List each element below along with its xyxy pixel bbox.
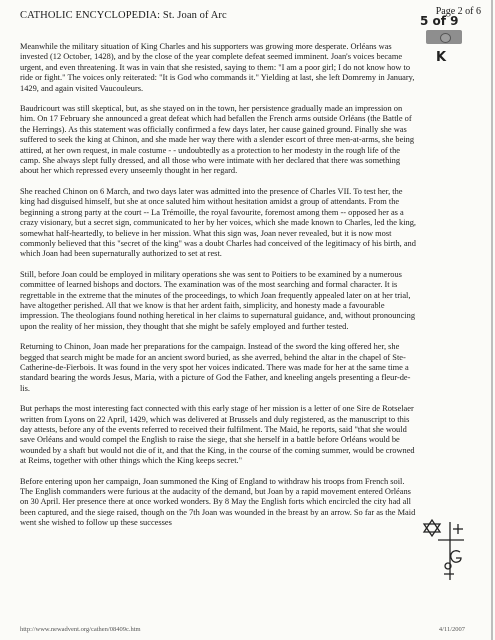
page-header-title: CATHOLIC ENCYCLOPEDIA: St. Joan of Arc — [20, 10, 227, 21]
handwritten-cross-doodle-icon — [420, 518, 470, 588]
page-number: Page 2 of 6 — [435, 6, 481, 17]
article-body — [20, 42, 419, 539]
paragraph-7: Before entering upon her campaign, Joan summoned the King of England to withdraw his troops from French soil. The English commanders were furious at the audacity of the demand, but Joan by a rapid movement entered Orléans on 30 April. Her presence there at once worked wonders. By 8 May the English forts which encircled the city had all been captured, and the siege raised, though on the 7th Joan was wounded in the breast by an arrow. So far as the Maid went she wished to follow up these successes — [20, 476, 416, 528]
paragraph-6: But perhaps the most interesting fact connected with this early stage of her mission is a letter of one Sire de Rotselaer written from Lyons on 22 April, 1429, which was delivered at Brussels and duly registered, as the manuscript to this day attests, before any of the events referred to received their fulfilment. The Maid, he reports, said "that she would save Orléans and would compel the English to raise the siege, that she herself in a battle before Orléans would be wounded by a shaft but would not die of it, and that the King, in the course of the coming summer, would be crowned at Reims, together with other things which the King keeps secret." — [20, 404, 415, 466]
footer-url: http://www.newadvent.org/cathen/08409c.htm — [20, 626, 141, 633]
sticker-label — [426, 30, 462, 44]
paragraph-4: Still, before Joan could be employed in military operations she was sent to Poitiers to be examined by a numerous committee of learned bishops and doctors. The examination was of the most searching and formal character. It is regrettable in the extreme that the minutes of the proceedings, to which Joan frequently appealed later on at her trial, have altogether perished. All that we know is that her ardent faith, simplicity, and honesty made a favourable impression. The theologians found nothing heretical in her claims to supernatural guidance, and, without pronouncing upon the reality of her mission, they thought that she might be safely employed and further tested. — [20, 269, 416, 331]
paragraph-5: Returning to Chinon, Joan made her preparations for the campaign. Instead of the sword the king offered her, she begged that search might be made for an ancient sword buried, as she averred, behind the altar in the chapel of Ste-Catherine-de-Fierbois. It was found in the very spot her voices indicated. There was made for her at the same time a standard bearing the words Jesus, Maria, with a picture of God the Father, and kneeling angels presenting a fleur-de-lis. — [20, 342, 411, 393]
handwritten-letter: K — [436, 50, 447, 65]
footer-date: 4/11/2007 — [438, 626, 465, 633]
sticker-dot-icon — [440, 33, 451, 43]
scan-edge-divider — [491, 0, 493, 640]
paragraph-2: Baudricourt was still skeptical, but, as she stayed on in the town, her persistence gradually made an impression on him. On 17 February she announced a great defeat which had befallen the French arms outside Orléans (the Battle of the Herrings). As this statement was officially confirmed a few days later, her cause gained ground. Finally she was suffered to seek the king at Chinon, and she made her way there with a slender escort of three men-at-arms, she being attired, at her own request, in male costume - - undoubtedly as a protection to her modesty in the rough life of the camp. She always slept fully dressed, and all those who were intimate with her declared that there was something about her which repressed every unseemly thought in her regard. — [20, 104, 415, 176]
handwritten-fraction: 5 of 9 — [420, 14, 459, 28]
paragraph-1: Meanwhile the military situation of King Charles and his supporters was growing more desperate. Orléans was invested (12 October, 1428), and by the close of the year complete defeat seemed imminent. Joan's voices became urgent, and even threatening. It was in vain that she resisted, saying to them: "I am a poor girl; I do not know how to ride or fight." The voices only reiterated: "It is God who commands it." Yielding at last, she left Domremy in January, 1429, and again visited Vaucouleurs. — [20, 42, 415, 93]
paragraph-3: She reached Chinon on 6 March, and two days later was admitted into the presence of Charles VII. To test her, the king had disguised himself, but she at once saluted him without hesitation amidst a group of attendants. From the beginning a strong party at the court -- La Trémoille, the royal favourite, foremost among them -- opposed her as a crazy visionary, but a secret sign, communicated to her by her voices, which she made known to Charles, led the king, somewhat half-heartedly, to believe in her mission. What this sign was, Joan never revealed, but it is now most commonly believed that this "secret of the king" was a doubt Charles had conceived of the legitimacy of his birth, and which Joan had been supernaturally authorized to set at rest. — [20, 186, 416, 259]
